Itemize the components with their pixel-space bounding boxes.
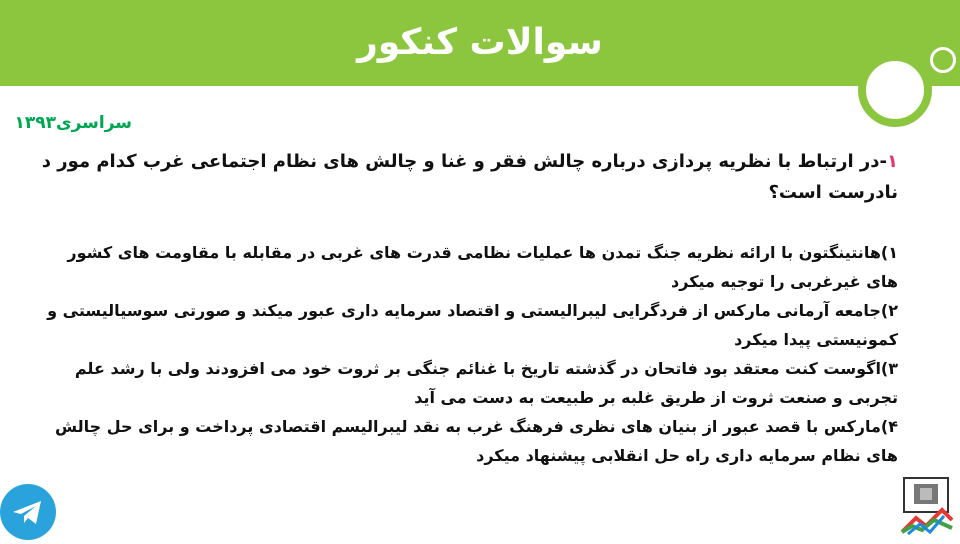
slide-title: سوالات کنکور [357, 22, 603, 63]
option-3: ۳)اگوست کنت معتقد بود فاتحان در گذشته تاریخ با غنائم جنگی بر ثروت خود می افزودند ولی با رشد علم تجربی و صنعت ثروت از طریق غلبه بر طبیعت به دست می آید [74, 359, 898, 407]
question-number: ۱ [887, 151, 898, 172]
exam-label: سراسری۱۳۹۳ [14, 113, 132, 133]
decorative-circle-large [858, 53, 932, 127]
answer-options [40, 238, 898, 470]
option-4: ۴)مارکس با قصد عبور از بنیان های نظری فرهنگ غرب به نقد لیبرالیسم اقتصادی پرداخت و برای حل چالش های نظام سرمایه داری راه حل انقلابی پیشنهاد میکرد [54, 417, 898, 465]
option-1: ۱)هانتینگتون با ارائه نظریه جنگ تمدن ها عملیات نظامی قدرت های غربی در مقابله با مقاومت های کشور های غیرغربی را توجیه میکرد [67, 243, 898, 291]
question [40, 146, 898, 208]
option-2: ۲)جامعه آرمانی مارکس از فردگرایی لیبرالیستی و اقتصاد سرمایه داری عبور میکند و صورتی سوسیالیستی و کمونیستی پیدا میکرد [47, 301, 898, 349]
question-text: -در ارتباط با نظریه پردازی درباره چالش فقر و غنا و چالش های نظام اجتماعی غرب کدام مور د نادرست است؟ [41, 151, 898, 203]
decorative-circle-small [930, 47, 956, 73]
site-logo [898, 474, 956, 536]
telegram-icon[interactable] [0, 484, 56, 540]
